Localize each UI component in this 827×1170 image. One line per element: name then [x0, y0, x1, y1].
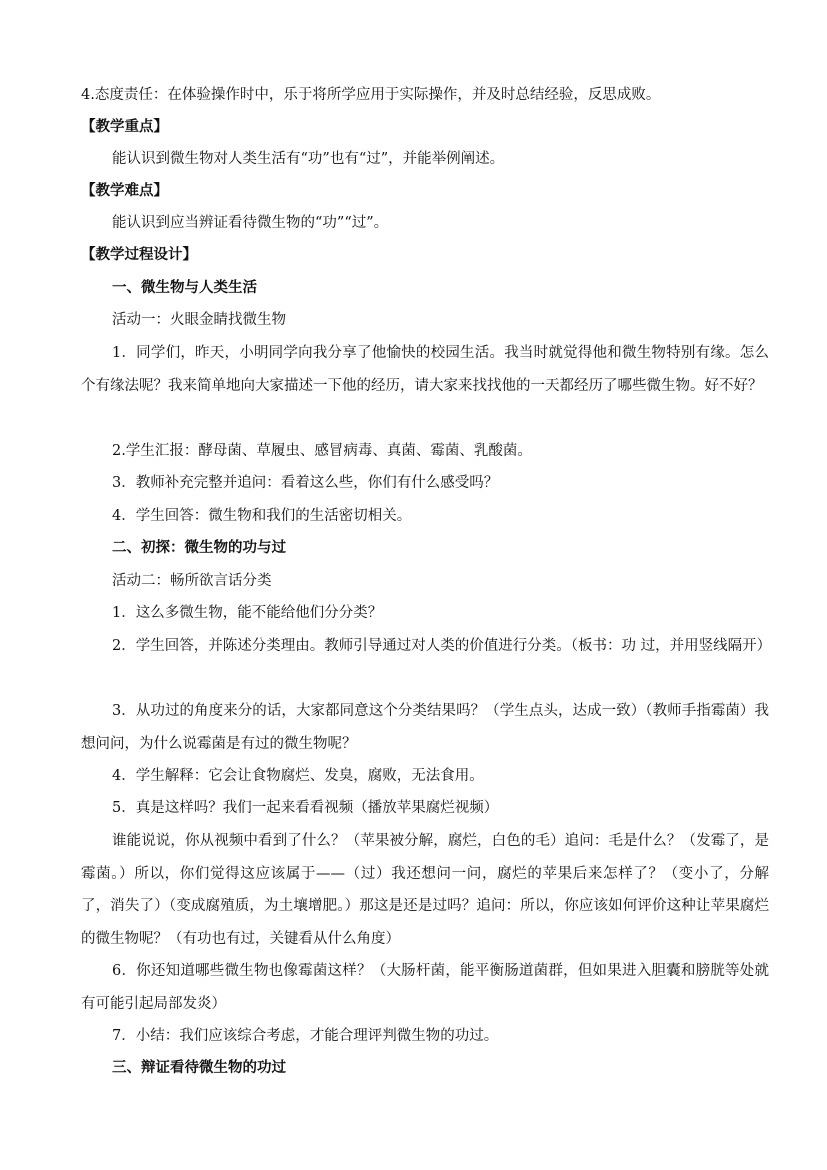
section1-title: 一、微生物与人类生活: [112, 280, 257, 296]
section1-activity: 活动一：火眼金睛找微生物: [112, 312, 286, 328]
section2-paragraph-5: 5．真是这样吗？我们一起来看看视频（播放苹果腐烂视频）: [112, 800, 499, 816]
section1-paragraph-2: 2.学生汇报：酵母菌、草履虫、感冒病毒、真菌、霉菌、乳酸菌。: [112, 443, 532, 459]
objective-4: 4.态度责任：在体验操作时中，乐于将所学应用于实际操作，并及时总结经验，反思成败。: [81, 87, 661, 103]
section2-paragraph-6: 6．你还知道哪些微生物也像霉菌这样？（大肠杆菌，能平衡肠道菌群，但如果进入胆囊和膀胱等处就有可能引起局部发炎）: [81, 963, 769, 1012]
section1-paragraph-1: 1．同学们，昨天，小明同学向我分享了他愉快的校园生活。我当时就觉得他和微生物特别有缘。怎么个有缘法呢？我来简单地向大家描述一下他的经历，请大家来找找他的一天都经历了哪些微生物。好不好？: [81, 345, 769, 394]
process-heading: 【教学过程设计】: [81, 247, 197, 263]
section2-paragraph-3: 3．从功过的角度来分的话，大家都同意这个分类结果吗？（学生点头，达成一致）（教师手指霉菌）我想问问，为什么说霉菌是有过的微生物呢？: [81, 703, 769, 752]
focus-text: 能认识到微生物对人类生活有“功”也有“过”，并能举例阐述。: [112, 151, 505, 167]
difficulty-text: 能认识到应当辨证看待微生物的“功”“过”。: [112, 215, 389, 231]
section2-paragraph-1: 1．这么多微生物，能不能给他们分分类？: [112, 605, 383, 621]
section2-paragraph-7: 7．小结：我们应该综合考虑，才能合理评判微生物的功过。: [112, 1028, 499, 1044]
difficulty-heading: 【教学难点】: [81, 183, 168, 199]
section2-paragraph-5b: 谁能说说，你从视频中看到了什么？（苹果被分解，腐烂，白色的毛）追问：毛是什么？（发霉了，是霉菌。）所以，你们觉得这应该属于——（过）我还想问一问，腐烂的苹果后来怎样了？（变小了，分解了，消失了）（变成腐殖质，为土壤增肥。）那这是还是过吗？追问：所以，你应该如何评价这种让苹果腐烂的微生物呢？（有功也有过，关键看从什么角度）: [81, 833, 769, 947]
section3-title: 三、辩证看待微生物的功过: [112, 1060, 286, 1076]
focus-heading: 【教学重点】: [81, 119, 168, 135]
section2-paragraph-2: 2．学生回答，并陈述分类理由。教师引导通过对人类的价值进行分类。（板书：功 过，并用竖线隔开）: [112, 638, 772, 654]
section1-paragraph-3: 3．教师补充完整并追问：看着这么些，你们有什么感受吗？: [112, 475, 499, 491]
section2-paragraph-4: 4．学生解释：它会让食物腐烂、发臭，腐败，无法食用。: [112, 768, 484, 784]
section2-activity: 活动二：畅所欲言话分类: [112, 573, 272, 589]
section1-paragraph-4: 4．学生回答：微生物和我们的生活密切相关。: [112, 508, 412, 524]
section2-title: 二、初探：微生物的功与过: [112, 540, 286, 556]
